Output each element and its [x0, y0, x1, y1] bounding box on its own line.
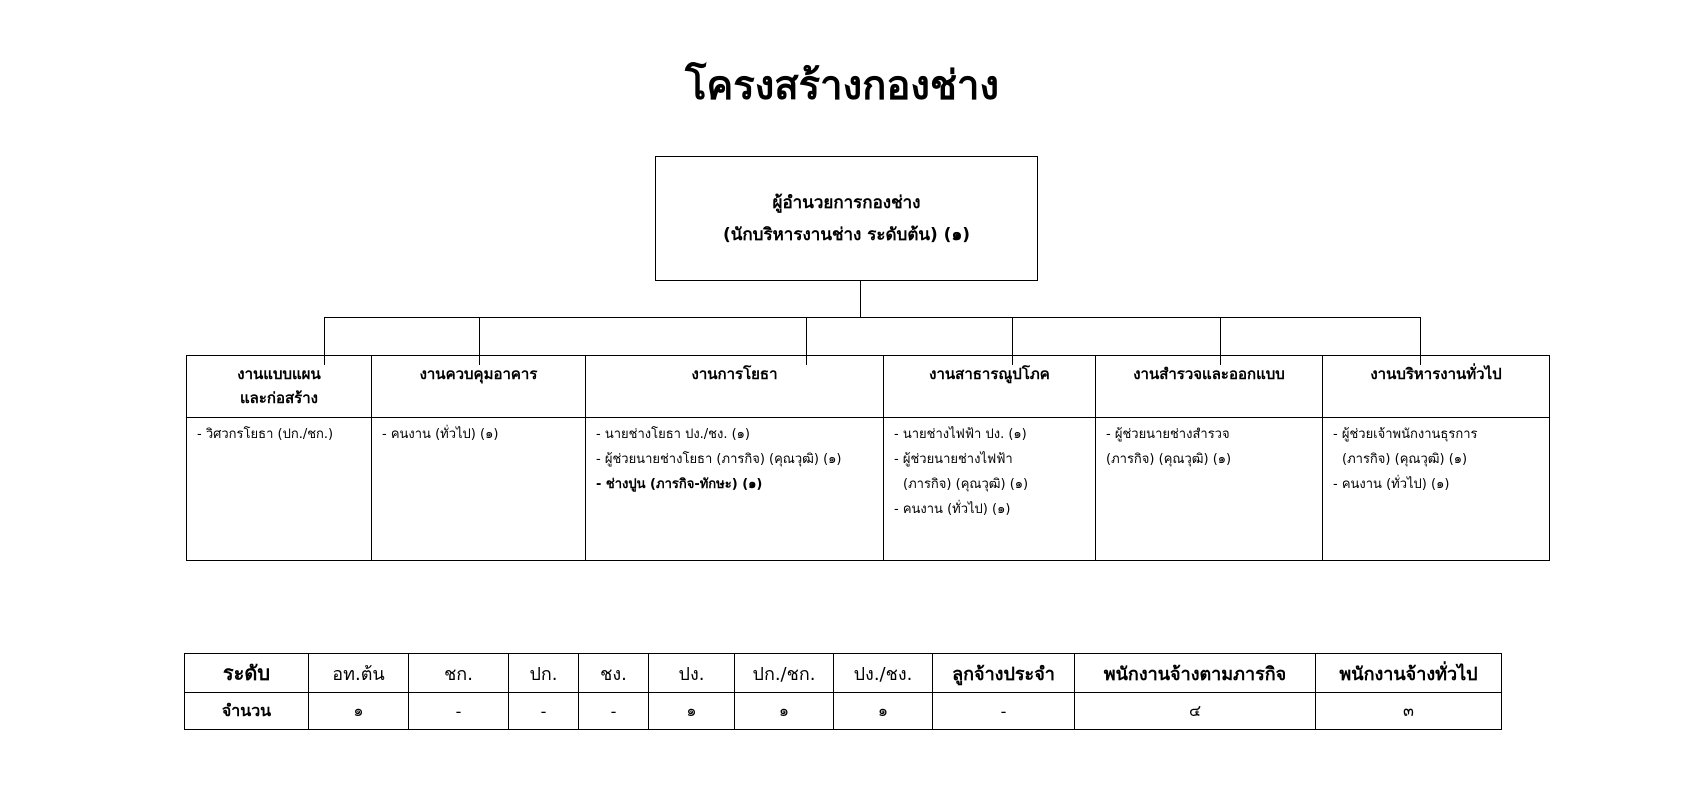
staff-item: - คนงาน (ทั่วไป) (๑) [382, 427, 499, 442]
count-cell: - [933, 693, 1075, 730]
connector-stem [860, 281, 861, 317]
department-name-cell [586, 356, 884, 418]
staff-item: - ช่างปูน (ภารกิจ-ทักษะ) (๑) [596, 477, 763, 492]
count-cell: - [509, 693, 579, 730]
level-cell: ปง. [649, 654, 735, 693]
department-name-cell [1096, 356, 1323, 418]
department-name-cell [372, 356, 586, 418]
staff-cell [1096, 418, 1323, 561]
level-cell: ชง. [579, 654, 649, 693]
level-cell: ปก. [509, 654, 579, 693]
department-name: งานแบบแผน [237, 365, 321, 383]
director-box [655, 156, 1038, 281]
department-name: งานสาธารณูปโภค [929, 365, 1050, 383]
department-table [186, 355, 1550, 561]
count-cell: - [579, 693, 649, 730]
staff-item: - ผู้ช่วยเจ้าพนักงานธุรการ [1333, 427, 1478, 442]
level-cell: ชก. [409, 654, 509, 693]
staff-item: (ภารกิจ) (คุณวุฒิ) (๑) [1106, 452, 1232, 467]
level-cell: พนักงานจ้างตามภารกิจ [1075, 654, 1316, 693]
connector-bus [324, 317, 1421, 318]
staff-item: (ภารกิจ) (คุณวุฒิ) (๑) [1342, 452, 1468, 467]
staff-cell [884, 418, 1096, 561]
staff-item: - วิศวกรโยธา (ปก./ชก.) [197, 427, 334, 442]
department-name: งานควบคุมอาคาร [419, 365, 538, 383]
staff-cell [372, 418, 586, 561]
level-cell: ปก./ชก. [735, 654, 834, 693]
count-cell: ๓ [1316, 693, 1502, 730]
page-title: โครงสร้างกองช่าง [684, 63, 1000, 109]
staff-cell [1323, 418, 1550, 561]
level-cell: ปง./ชง. [834, 654, 933, 693]
count-cell: ๑ [309, 693, 409, 730]
staff-item: - ผู้ช่วยนายช่างไฟฟ้า [894, 452, 1013, 467]
department-staff-row [187, 418, 1550, 561]
level-cell: ลูกจ้างประจำ [933, 654, 1075, 693]
level-row [185, 654, 1502, 693]
count-cell: ๑ [649, 693, 735, 730]
level-cell: พนักงานจ้างทั่วไป [1316, 654, 1502, 693]
director-position: (นักบริหารงานช่าง ระดับต้น) (๑) [722, 224, 971, 245]
department-name-cell [884, 356, 1096, 418]
director-title: ผู้อำนวยการกองช่าง [772, 192, 921, 213]
staff-item: - นายช่างไฟฟ้า ปง. (๑) [894, 427, 1027, 442]
department-name-cell [1323, 356, 1550, 418]
count-cell: - [409, 693, 509, 730]
level-label: ระดับ [185, 654, 309, 693]
count-cell: ๑ [834, 693, 933, 730]
department-name: งานการโยธา [691, 365, 778, 383]
level-cell: อท.ต้น [309, 654, 409, 693]
staff-item: - ผู้ช่วยนายช่างสำรวจ [1106, 427, 1230, 442]
staff-item: - คนงาน (ทั่วไป) (๑) [1333, 477, 1450, 492]
department-name: งานบริหารงานทั่วไป [1370, 365, 1502, 383]
staff-cell [187, 418, 372, 561]
staff-item: - ผู้ช่วยนายช่างโยธา (ภารกิจ) (คุณวุฒิ) (๑) [596, 452, 842, 467]
count-cell: ๔ [1075, 693, 1316, 730]
count-row [185, 693, 1502, 730]
department-name-cell [187, 356, 372, 418]
staff-item: - คนงาน (ทั่วไป) (๑) [894, 502, 1011, 517]
count-cell: ๑ [735, 693, 834, 730]
staff-cell [586, 418, 884, 561]
staff-item: - นายช่างโยธา ปง./ชง. (๑) [596, 427, 751, 442]
department-header-row [187, 356, 1550, 418]
staff-summary-table [184, 653, 1502, 730]
department-name: งานสำรวจและออกแบบ [1133, 365, 1285, 383]
staff-item: (ภารกิจ) (คุณวุฒิ) (๑) [903, 477, 1029, 492]
count-label: จำนวน [185, 693, 309, 730]
department-name: และก่อสร้าง [240, 389, 318, 407]
